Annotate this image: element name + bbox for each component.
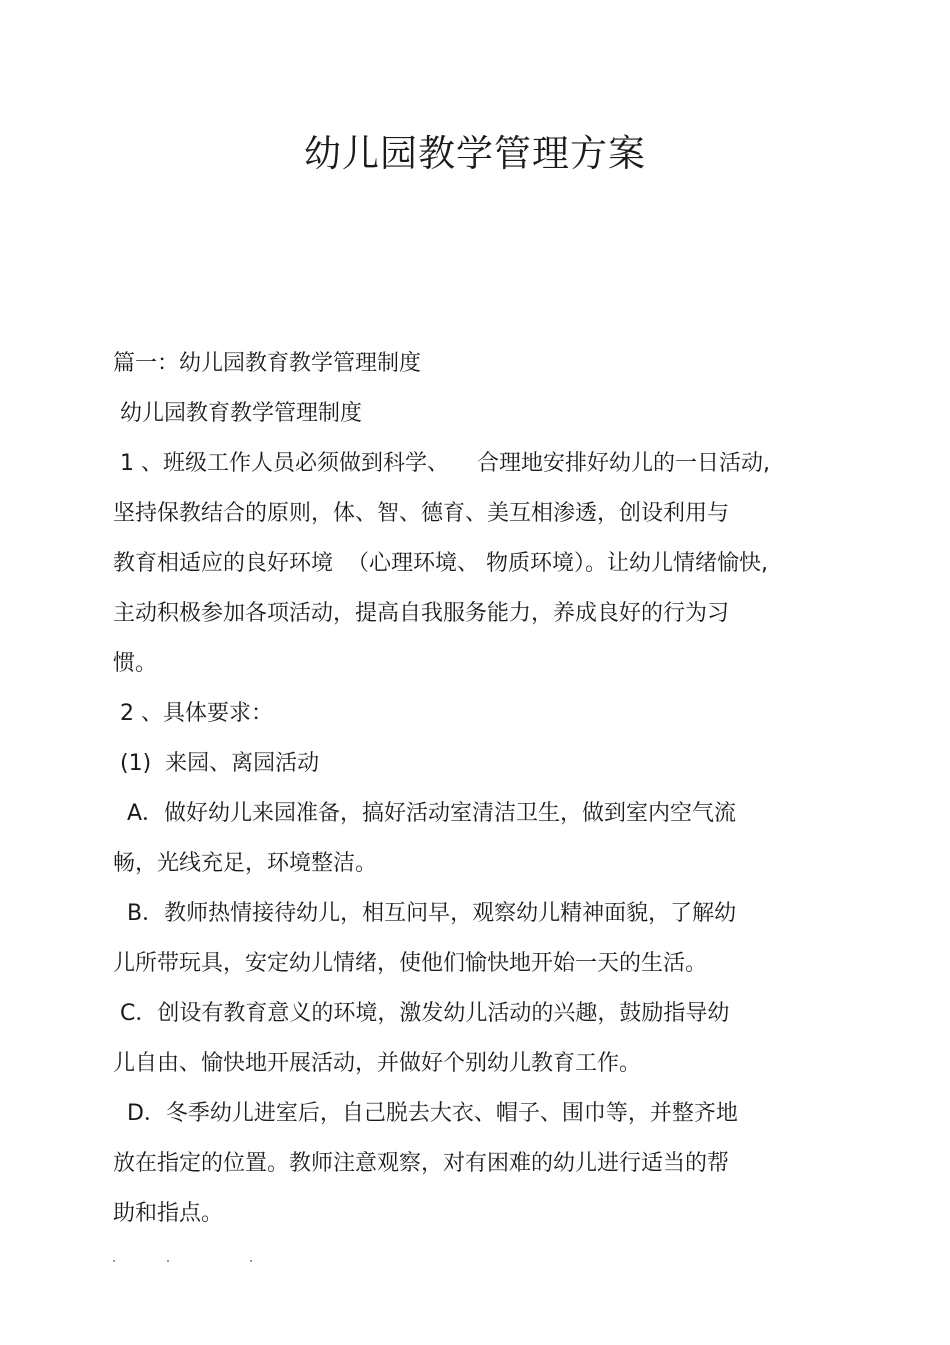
paragraph-line: 助和指点。 [113, 1201, 224, 1226]
paragraph-line: 儿自由、愉快地开展活动，并做好个别幼儿教育工作。 [113, 1051, 642, 1076]
paragraph-line: 放在指定的位置。教师注意观察，对有困难的幼儿进行适当的帮 [113, 1151, 730, 1176]
list-item-a: A．做好幼儿来园准备，搞好活动室清洁卫生，做到室内空气流 [113, 801, 737, 826]
paragraph-line: 惯。 [113, 651, 158, 676]
list-item-c: C．创设有教育意义的环境，激发幼儿活动的兴趣，鼓励指导幼 [113, 1001, 730, 1026]
section-heading: 篇一：幼儿园教育教学管理制度 [113, 351, 422, 376]
subsection-heading: 幼儿园教育教学管理制度 [113, 401, 362, 426]
dot-mark [250, 1260, 252, 1262]
paragraph-line: 畅，光线充足，环境整洁。 [113, 851, 378, 876]
paragraph-line: 儿所带玩具，安定幼儿情绪，使他们愉快地开始一天的生活。 [113, 951, 708, 976]
list-item-d: D．冬季幼儿进室后，自己脱去大衣、帽子、围巾等，并整齐地 [113, 1101, 738, 1126]
dot-mark [113, 1260, 115, 1262]
paragraph-line: 1 、班级工作人员必须做到科学、 合理地安排好幼儿的一日活动, [113, 451, 770, 476]
footer-dots [113, 1258, 263, 1264]
paragraph-line: 主动积极参加各项活动，提高自我服务能力，养成良好的行为习 [113, 601, 730, 626]
list-item-b: B．教师热情接待幼儿，相互问早，观察幼儿精神面貌，了解幼 [113, 901, 737, 926]
paragraph-line: 教育相适应的良好环境 （心理环境、 物质环境）。让幼儿情绪愉快, [113, 551, 768, 576]
list-subheading: (1) 来园、离园活动 [113, 751, 320, 776]
dot-mark [167, 1260, 169, 1262]
paragraph-line: 坚持保教结合的原则，体、智、德育、美互相渗透，创设利用与 [113, 501, 730, 526]
document-title: 幼儿园教学管理方案 [304, 132, 646, 175]
list-heading: 2 、具体要求： [113, 701, 273, 726]
